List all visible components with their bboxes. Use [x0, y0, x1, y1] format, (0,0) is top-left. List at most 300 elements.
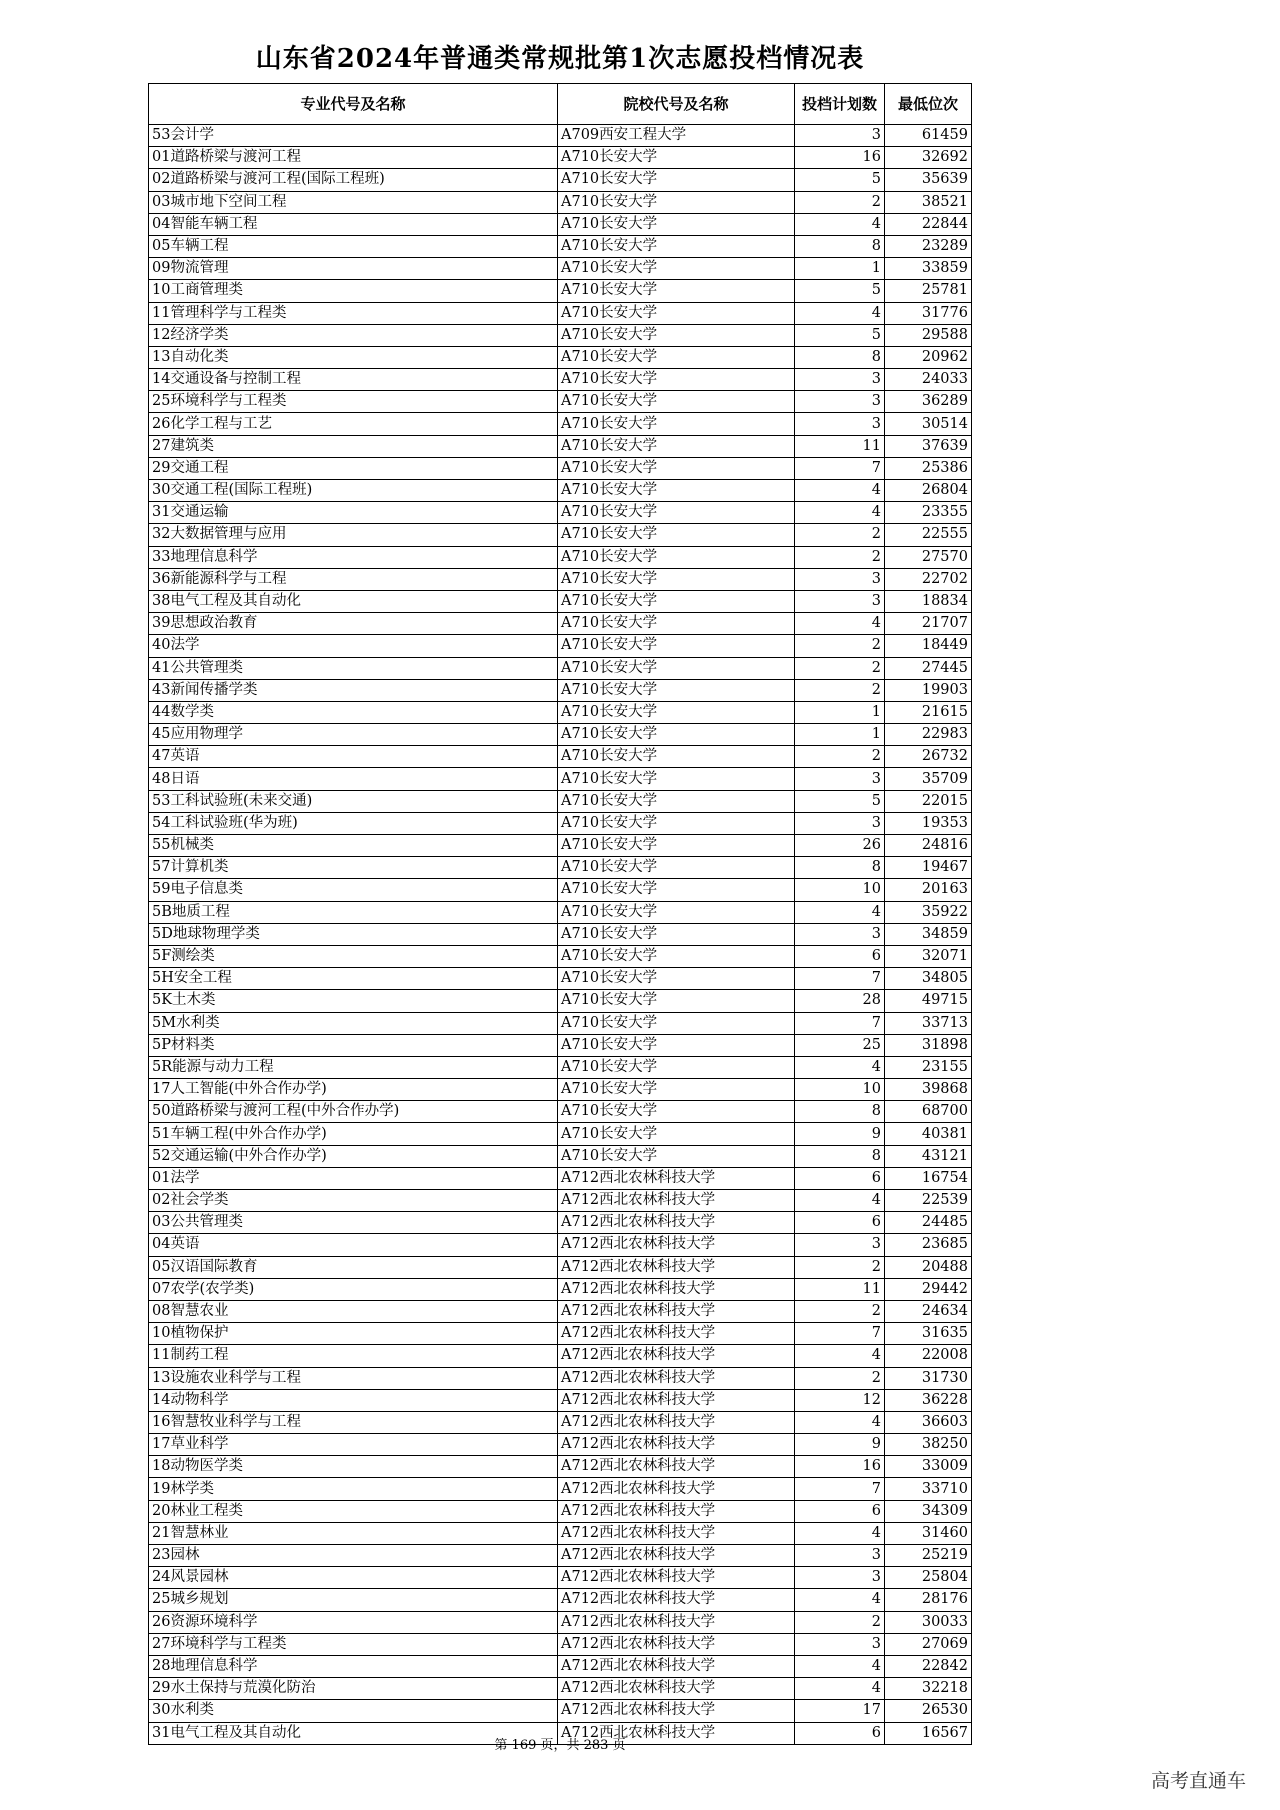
min-rank-cell: 40381: [885, 1123, 972, 1145]
plan-count-cell: 2: [795, 1367, 885, 1389]
plan-count-cell: 8: [795, 857, 885, 879]
table-row: [149, 879, 972, 901]
page-footer: 第 169 页，共 283 页: [494, 1738, 626, 1753]
plan-count-cell: 4: [795, 1345, 885, 1367]
major-cell: 30水利类: [149, 1700, 558, 1722]
table-header-row: [149, 84, 972, 125]
school-cell: A709西安工程大学: [558, 125, 795, 147]
plan-count-cell: 3: [795, 590, 885, 612]
table-row: [149, 1589, 972, 1611]
min-rank-cell: 68700: [885, 1101, 972, 1123]
min-rank-cell: 34859: [885, 923, 972, 945]
table-row: [149, 1434, 972, 1456]
school-cell: A710长安大学: [558, 258, 795, 280]
table-row: [149, 391, 972, 413]
min-rank-cell: 23685: [885, 1234, 972, 1256]
min-rank-cell: 38521: [885, 191, 972, 213]
plan-count-cell: 1: [795, 724, 885, 746]
major-cell: 45应用物理学: [149, 724, 558, 746]
min-rank-cell: 36228: [885, 1389, 972, 1411]
school-cell: A712西北农林科技大学: [558, 1633, 795, 1655]
plan-count-cell: 8: [795, 346, 885, 368]
min-rank-cell: 35922: [885, 901, 972, 923]
plan-count-cell: 4: [795, 1056, 885, 1078]
major-cell: 10植物保护: [149, 1323, 558, 1345]
major-cell: 36新能源科学与工程: [149, 568, 558, 590]
plan-count-cell: 3: [795, 369, 885, 391]
school-cell: A712西北农林科技大学: [558, 1367, 795, 1389]
major-cell: 5H安全工程: [149, 968, 558, 990]
major-cell: 44数学类: [149, 701, 558, 723]
min-rank-cell: 37639: [885, 435, 972, 457]
plan-count-cell: 2: [795, 635, 885, 657]
table-row: [149, 857, 972, 879]
plan-count-cell: 9: [795, 1123, 885, 1145]
school-cell: A710长安大学: [558, 1145, 795, 1167]
table-row: [149, 812, 972, 834]
min-rank-cell: 27570: [885, 546, 972, 568]
major-cell: 5R能源与动力工程: [149, 1056, 558, 1078]
major-cell: 5F测绘类: [149, 945, 558, 967]
table-body: [149, 125, 972, 1745]
major-cell: 20林业工程类: [149, 1500, 558, 1522]
major-cell: 5D地球物理学类: [149, 923, 558, 945]
school-cell: A710长安大学: [558, 280, 795, 302]
table-row: [149, 1700, 972, 1722]
major-cell: 11管理科学与工程类: [149, 302, 558, 324]
school-cell: A710长安大学: [558, 502, 795, 524]
major-cell: 03公共管理类: [149, 1212, 558, 1234]
table-row: [149, 1212, 972, 1234]
header-school: 院校代号及名称: [558, 84, 795, 125]
header-plan-count: 投档计划数: [795, 84, 885, 125]
school-cell: A710长安大学: [558, 302, 795, 324]
min-rank-cell: 33713: [885, 1012, 972, 1034]
min-rank-cell: 21615: [885, 701, 972, 723]
min-rank-cell: 32218: [885, 1678, 972, 1700]
major-cell: 11制药工程: [149, 1345, 558, 1367]
min-rank-cell: 33009: [885, 1456, 972, 1478]
min-rank-cell: 22008: [885, 1345, 972, 1367]
min-rank-cell: 18449: [885, 635, 972, 657]
major-cell: 32大数据管理与应用: [149, 524, 558, 546]
school-cell: A710长安大学: [558, 835, 795, 857]
plan-count-cell: 2: [795, 1256, 885, 1278]
plan-count-cell: 7: [795, 1012, 885, 1034]
major-cell: 18动物医学类: [149, 1456, 558, 1478]
min-rank-cell: 32071: [885, 945, 972, 967]
min-rank-cell: 19353: [885, 812, 972, 834]
plan-count-cell: 4: [795, 1411, 885, 1433]
min-rank-cell: 16567: [885, 1722, 972, 1744]
major-cell: 04英语: [149, 1234, 558, 1256]
school-cell: A710长安大学: [558, 191, 795, 213]
school-cell: A710长安大学: [558, 1012, 795, 1034]
school-cell: A712西北农林科技大学: [558, 1345, 795, 1367]
min-rank-cell: 24634: [885, 1300, 972, 1322]
school-cell: A710长安大学: [558, 724, 795, 746]
plan-count-cell: 1: [795, 258, 885, 280]
table-row: [149, 701, 972, 723]
table-row: [149, 1012, 972, 1034]
school-cell: A712西北农林科技大学: [558, 1300, 795, 1322]
school-cell: A712西北农林科技大学: [558, 1456, 795, 1478]
plan-count-cell: 7: [795, 457, 885, 479]
plan-count-cell: 4: [795, 613, 885, 635]
major-cell: 17人工智能(中外合作办学): [149, 1079, 558, 1101]
major-cell: 48日语: [149, 768, 558, 790]
table-row: [149, 1167, 972, 1189]
school-cell: A710长安大学: [558, 968, 795, 990]
min-rank-cell: 31898: [885, 1034, 972, 1056]
school-cell: A712西北农林科技大学: [558, 1611, 795, 1633]
min-rank-cell: 34309: [885, 1500, 972, 1522]
major-cell: 52交通运输(中外合作办学): [149, 1145, 558, 1167]
major-cell: 53会计学: [149, 125, 558, 147]
header-min-rank: 最低位次: [885, 84, 972, 125]
plan-count-cell: 5: [795, 280, 885, 302]
major-cell: 26化学工程与工艺: [149, 413, 558, 435]
min-rank-cell: 20163: [885, 879, 972, 901]
table-row: [149, 1678, 972, 1700]
plan-count-cell: 16: [795, 1456, 885, 1478]
school-cell: A712西北农林科技大学: [558, 1411, 795, 1433]
min-rank-cell: 25386: [885, 457, 972, 479]
min-rank-cell: 31776: [885, 302, 972, 324]
major-cell: 43新闻传播学类: [149, 679, 558, 701]
major-cell: 5M水利类: [149, 1012, 558, 1034]
min-rank-cell: 27069: [885, 1633, 972, 1655]
school-cell: A712西北农林科技大学: [558, 1167, 795, 1189]
plan-count-cell: 2: [795, 546, 885, 568]
table-row: [149, 635, 972, 657]
plan-count-cell: 4: [795, 1190, 885, 1212]
table-row: [149, 213, 972, 235]
min-rank-cell: 38250: [885, 1434, 972, 1456]
table-row: [149, 235, 972, 257]
min-rank-cell: 23289: [885, 235, 972, 257]
table-row: [149, 1655, 972, 1677]
table-row: [149, 1633, 972, 1655]
table-row: [149, 1256, 972, 1278]
plan-count-cell: 8: [795, 1101, 885, 1123]
plan-count-cell: 4: [795, 1678, 885, 1700]
school-cell: A710长安大学: [558, 169, 795, 191]
school-cell: A712西北农林科技大学: [558, 1256, 795, 1278]
major-cell: 21智慧林业: [149, 1522, 558, 1544]
major-cell: 08智慧农业: [149, 1300, 558, 1322]
plan-count-cell: 3: [795, 391, 885, 413]
min-rank-cell: 31730: [885, 1367, 972, 1389]
plan-count-cell: 5: [795, 790, 885, 812]
school-cell: A710长安大学: [558, 413, 795, 435]
major-cell: 05汉语国际教育: [149, 1256, 558, 1278]
school-cell: A710长安大学: [558, 1034, 795, 1056]
table-row: [149, 1056, 972, 1078]
major-cell: 57计算机类: [149, 857, 558, 879]
table-row: [149, 1123, 972, 1145]
major-cell: 39思想政治教育: [149, 613, 558, 635]
plan-count-cell: 3: [795, 812, 885, 834]
table-row: [149, 435, 972, 457]
table-row: [149, 613, 972, 635]
table-row: [149, 1611, 972, 1633]
plan-count-cell: 4: [795, 480, 885, 502]
plan-count-cell: 7: [795, 1478, 885, 1500]
min-rank-cell: 25804: [885, 1567, 972, 1589]
min-rank-cell: 25781: [885, 280, 972, 302]
table-row: [149, 945, 972, 967]
min-rank-cell: 26732: [885, 746, 972, 768]
table-row: [149, 835, 972, 857]
school-cell: A710长安大学: [558, 435, 795, 457]
major-cell: 40法学: [149, 635, 558, 657]
min-rank-cell: 24816: [885, 835, 972, 857]
school-cell: A710长安大学: [558, 147, 795, 169]
school-cell: A712西北农林科技大学: [558, 1522, 795, 1544]
table-row: [149, 1101, 972, 1123]
school-cell: A710长安大学: [558, 1056, 795, 1078]
min-rank-cell: 22702: [885, 568, 972, 590]
school-cell: A710长安大学: [558, 812, 795, 834]
major-cell: 54工科试验班(华为班): [149, 812, 558, 834]
plan-count-cell: 11: [795, 435, 885, 457]
major-cell: 01道路桥梁与渡河工程: [149, 147, 558, 169]
major-cell: 28地理信息科学: [149, 1655, 558, 1677]
header-major: 专业代号及名称: [149, 84, 558, 125]
min-rank-cell: 29442: [885, 1278, 972, 1300]
major-cell: 50道路桥梁与渡河工程(中外合作办学): [149, 1101, 558, 1123]
school-cell: A712西北农林科技大学: [558, 1655, 795, 1677]
table-row: [149, 1500, 972, 1522]
school-cell: A710长安大学: [558, 213, 795, 235]
major-cell: 24风景园林: [149, 1567, 558, 1589]
major-cell: 19林学类: [149, 1478, 558, 1500]
major-cell: 14交通设备与控制工程: [149, 369, 558, 391]
plan-count-cell: 4: [795, 1655, 885, 1677]
table-row: [149, 657, 972, 679]
plan-count-cell: 28: [795, 990, 885, 1012]
table-row: [149, 1278, 972, 1300]
school-cell: A710长安大学: [558, 1079, 795, 1101]
plan-count-cell: 3: [795, 1633, 885, 1655]
table-row: [149, 1145, 972, 1167]
min-rank-cell: 26530: [885, 1700, 972, 1722]
table-row: [149, 1034, 972, 1056]
min-rank-cell: 33710: [885, 1478, 972, 1500]
major-cell: 13设施农业科学与工程: [149, 1367, 558, 1389]
table-row: [149, 280, 972, 302]
plan-count-cell: 10: [795, 1079, 885, 1101]
plan-count-cell: 3: [795, 1234, 885, 1256]
table-row: [149, 480, 972, 502]
school-cell: A710长安大学: [558, 746, 795, 768]
table-row: [149, 125, 972, 147]
min-rank-cell: 29588: [885, 324, 972, 346]
major-cell: 30交通工程(国际工程班): [149, 480, 558, 502]
table-row: [149, 1234, 972, 1256]
min-rank-cell: 22983: [885, 724, 972, 746]
min-rank-cell: 43121: [885, 1145, 972, 1167]
school-cell: A712西北农林科技大学: [558, 1545, 795, 1567]
watermark: 高考直通车: [1150, 1770, 1246, 1792]
school-cell: A710长安大学: [558, 790, 795, 812]
major-cell: 31电气工程及其自动化: [149, 1722, 558, 1744]
table-row: [149, 1190, 972, 1212]
table-row: [149, 302, 972, 324]
plan-count-cell: 2: [795, 746, 885, 768]
min-rank-cell: 49715: [885, 990, 972, 1012]
school-cell: A710长安大学: [558, 701, 795, 723]
plan-count-cell: 3: [795, 568, 885, 590]
plan-count-cell: 3: [795, 125, 885, 147]
min-rank-cell: 22539: [885, 1190, 972, 1212]
table-row: [149, 1323, 972, 1345]
plan-count-cell: 4: [795, 502, 885, 524]
school-cell: A712西北农林科技大学: [558, 1234, 795, 1256]
major-cell: 33地理信息科学: [149, 546, 558, 568]
table-row: [149, 768, 972, 790]
min-rank-cell: 21707: [885, 613, 972, 635]
table-row: [149, 1300, 972, 1322]
min-rank-cell: 27445: [885, 657, 972, 679]
min-rank-cell: 23155: [885, 1056, 972, 1078]
table-row: [149, 1411, 972, 1433]
school-cell: A710长安大学: [558, 324, 795, 346]
plan-count-cell: 16: [795, 147, 885, 169]
school-cell: A710长安大学: [558, 679, 795, 701]
table-row: [149, 568, 972, 590]
table-row: [149, 1367, 972, 1389]
plan-count-cell: 4: [795, 1522, 885, 1544]
plan-count-cell: 3: [795, 923, 885, 945]
school-cell: A710长安大学: [558, 524, 795, 546]
table-row: [149, 147, 972, 169]
plan-count-cell: 25: [795, 1034, 885, 1056]
min-rank-cell: 31635: [885, 1323, 972, 1345]
plan-count-cell: 6: [795, 1167, 885, 1189]
table-row: [149, 169, 972, 191]
table-row: [149, 746, 972, 768]
plan-count-cell: 2: [795, 1611, 885, 1633]
min-rank-cell: 35709: [885, 768, 972, 790]
plan-count-cell: 26: [795, 835, 885, 857]
major-cell: 41公共管理类: [149, 657, 558, 679]
plan-count-cell: 8: [795, 235, 885, 257]
major-cell: 02社会学类: [149, 1190, 558, 1212]
plan-count-cell: 6: [795, 1500, 885, 1522]
table-row: [149, 923, 972, 945]
school-cell: A710长安大学: [558, 546, 795, 568]
min-rank-cell: 36603: [885, 1411, 972, 1433]
major-cell: 29交通工程: [149, 457, 558, 479]
table-row: [149, 1567, 972, 1589]
school-cell: A712西北农林科技大学: [558, 1323, 795, 1345]
major-cell: 26资源环境科学: [149, 1611, 558, 1633]
plan-count-cell: 10: [795, 879, 885, 901]
major-cell: 5B地质工程: [149, 901, 558, 923]
min-rank-cell: 20962: [885, 346, 972, 368]
school-cell: A710长安大学: [558, 990, 795, 1012]
school-cell: A710长安大学: [558, 879, 795, 901]
min-rank-cell: 22844: [885, 213, 972, 235]
min-rank-cell: 19903: [885, 679, 972, 701]
major-cell: 47英语: [149, 746, 558, 768]
plan-count-cell: 1: [795, 701, 885, 723]
min-rank-cell: 20488: [885, 1256, 972, 1278]
min-rank-cell: 25219: [885, 1545, 972, 1567]
table-row: [149, 1478, 972, 1500]
major-cell: 51车辆工程(中外合作办学): [149, 1123, 558, 1145]
major-cell: 07农学(农学类): [149, 1278, 558, 1300]
plan-count-cell: 12: [795, 1389, 885, 1411]
table-row: [149, 968, 972, 990]
min-rank-cell: 33859: [885, 258, 972, 280]
school-cell: A710长安大学: [558, 590, 795, 612]
school-cell: A710长安大学: [558, 613, 795, 635]
school-cell: A710长安大学: [558, 901, 795, 923]
school-cell: A710长安大学: [558, 235, 795, 257]
school-cell: A712西北农林科技大学: [558, 1212, 795, 1234]
table-row: [149, 590, 972, 612]
plan-count-cell: 4: [795, 1589, 885, 1611]
school-cell: A712西北农林科技大学: [558, 1500, 795, 1522]
min-rank-cell: 26804: [885, 480, 972, 502]
plan-count-cell: 4: [795, 901, 885, 923]
min-rank-cell: 19467: [885, 857, 972, 879]
plan-count-cell: 7: [795, 1323, 885, 1345]
admission-table: [148, 83, 972, 1745]
min-rank-cell: 23355: [885, 502, 972, 524]
major-cell: 25城乡规划: [149, 1589, 558, 1611]
major-cell: 16智慧牧业科学与工程: [149, 1411, 558, 1433]
table-row: [149, 191, 972, 213]
school-cell: A710长安大学: [558, 945, 795, 967]
table-row: [149, 1345, 972, 1367]
table-row: [149, 901, 972, 923]
school-cell: A712西北农林科技大学: [558, 1478, 795, 1500]
table-row: [149, 413, 972, 435]
min-rank-cell: 24033: [885, 369, 972, 391]
plan-count-cell: 5: [795, 324, 885, 346]
min-rank-cell: 31460: [885, 1522, 972, 1544]
major-cell: 55机械类: [149, 835, 558, 857]
plan-count-cell: 6: [795, 1212, 885, 1234]
school-cell: A710长安大学: [558, 369, 795, 391]
min-rank-cell: 36289: [885, 391, 972, 413]
min-rank-cell: 30514: [885, 413, 972, 435]
plan-count-cell: 11: [795, 1278, 885, 1300]
school-cell: A710长安大学: [558, 346, 795, 368]
plan-count-cell: 9: [795, 1434, 885, 1456]
table-row: [149, 258, 972, 280]
min-rank-cell: 30033: [885, 1611, 972, 1633]
major-cell: 38电气工程及其自动化: [149, 590, 558, 612]
table-row: [149, 546, 972, 568]
plan-count-cell: 3: [795, 1545, 885, 1567]
school-cell: A712西北农林科技大学: [558, 1389, 795, 1411]
min-rank-cell: 22842: [885, 1655, 972, 1677]
major-cell: 53工科试验班(未来交通): [149, 790, 558, 812]
major-cell: 5K土木类: [149, 990, 558, 1012]
table-row: [149, 524, 972, 546]
school-cell: A712西北农林科技大学: [558, 1678, 795, 1700]
major-cell: 27建筑类: [149, 435, 558, 457]
plan-count-cell: 3: [795, 413, 885, 435]
plan-count-cell: 17: [795, 1700, 885, 1722]
major-cell: 12经济学类: [149, 324, 558, 346]
table-row: [149, 1545, 972, 1567]
